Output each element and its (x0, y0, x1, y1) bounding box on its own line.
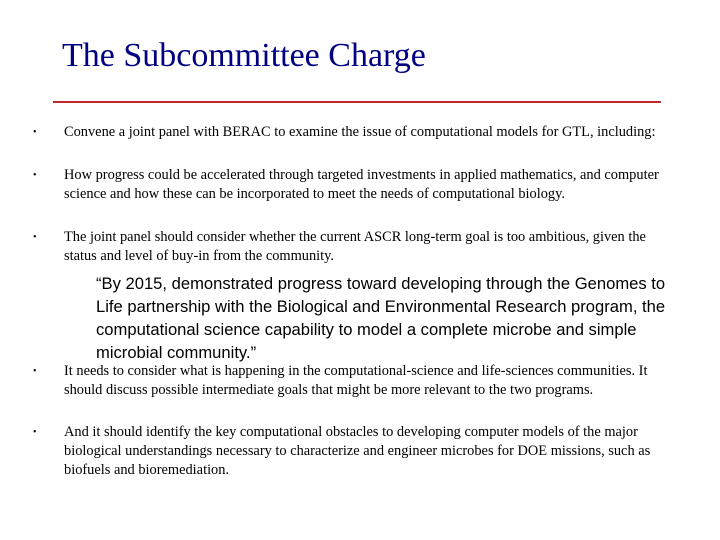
bullet-icon: • (33, 427, 37, 438)
bullet-icon: • (33, 232, 37, 243)
bullet-text: It needs to consider what is happening in the computational-science and life-sciences communities. It should discuss possible intermediate goals that might be more relevant to the two programs. (64, 363, 648, 398)
slide-title: The Subcommittee Charge (62, 37, 426, 74)
title-divider (53, 101, 661, 103)
bullet-text: And it should identify the key computational obstacles to developing computer models of the major biological understandings necessary to characterize and engineer microbes for DOE missions, such as biofuels and bioremediation. (64, 424, 651, 478)
bullet-text: How progress could be accelerated through targeted investments in applied mathematics, and computer science and how these can be incorporated to meet the needs of computational biology. (64, 167, 659, 202)
bullet-icon: • (33, 366, 37, 377)
bullet-icon: • (33, 170, 37, 181)
goal-quote: “By 2015, demonstrated progress toward developing through the Genomes to Life partnership with the Biological and Environmental Research program, the computational science capability to model a complete microbe and simple microbial community.” (96, 274, 666, 362)
bullet-icon: • (33, 127, 37, 138)
bullet-text: Convene a joint panel with BERAC to examine the issue of computational models for GTL, including: (64, 124, 656, 140)
bullet-text: The joint panel should consider whether the current ASCR long-term goal is too ambitious, given the status and level of buy-in from the community. (64, 229, 646, 264)
